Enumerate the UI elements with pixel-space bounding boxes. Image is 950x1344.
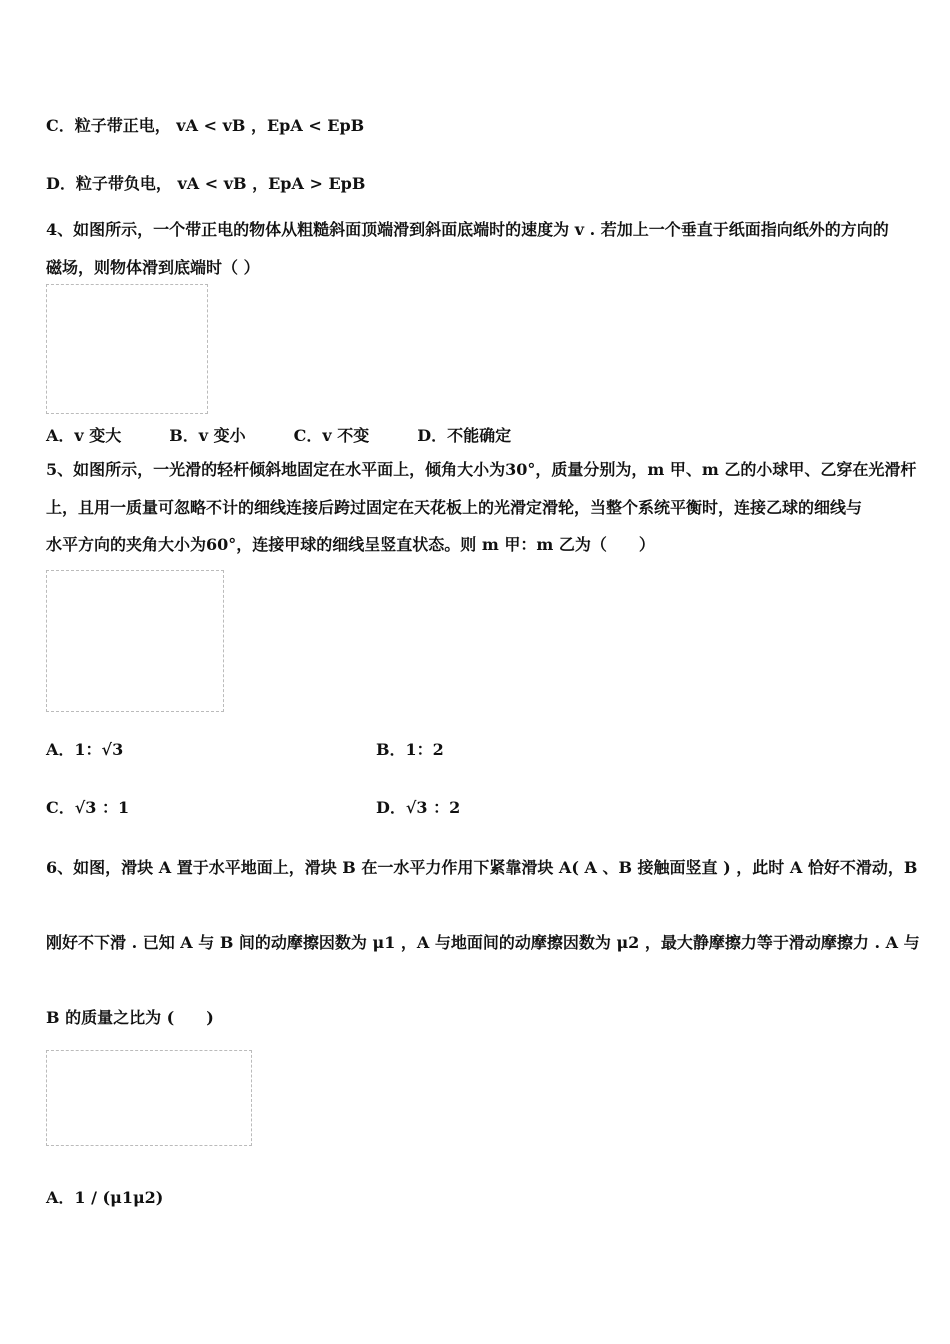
q6-line-1: 6、如图，滑块 A 置于水平地面上，滑块 B 在一水平力作用下紧靠滑块 A( A 、B 接触面竖直 ) ，此时 A 恰好不滑动，B xyxy=(46,858,918,877)
q5-option-c: C．√3 ：1 xyxy=(46,798,130,817)
incline-figure xyxy=(46,284,208,414)
q4-options: A．v 变大 B．v 变小 C．v 不变 D．不能确定 xyxy=(46,426,512,445)
q4-line-2: 磁场，则物体滑到底端时（ ） xyxy=(46,258,260,277)
q5-option-b: B．1：2 xyxy=(376,740,444,759)
q5-line-3: 水平方向的夹角大小为60°，连接甲球的细线呈竖直状态。则 m 甲：m 乙为（ ） xyxy=(46,535,655,554)
q6-line-3: B 的质量之比为 ( ) xyxy=(46,1008,214,1027)
blocks-figure xyxy=(46,1050,252,1146)
q5-option-d: D．√3 ：2 xyxy=(376,798,461,817)
q3-option-d: D．粒子带负电， vA < vB ，EpA > EpB xyxy=(46,174,366,193)
q3-option-c: C．粒子带正电， vA < vB ，EpA < EpB xyxy=(46,116,365,135)
q5-option-a: A．1：√3 xyxy=(46,740,124,759)
q6-option-a: A．1 / (μ1μ2) xyxy=(46,1188,164,1207)
q6-line-2: 刚好不下滑 . 已知 A 与 B 间的动摩擦因数为 μ1 ，A 与地面间的动摩擦因数为 μ2 ，最大静摩擦力等于滑动摩擦力 . A 与 xyxy=(46,933,920,952)
q4-line-1: 4、如图所示，一个带正电的物体从粗糙斜面顶端滑到斜面底端时的速度为 v . 若加上一个垂直于纸面指向纸外的方向的 xyxy=(46,220,889,239)
q5-line-1: 5、如图所示，一光滑的轻杆倾斜地固定在水平面上，倾角大小为30°，质量分别为，m 甲、m 乙的小球甲、乙穿在光滑杆 xyxy=(46,460,917,479)
pulley-figure xyxy=(46,570,224,712)
q5-line-2: 上，且用一质量可忽略不计的细线连接后跨过固定在天花板上的光滑定滑轮，当整个系统平衡时，连接乙球的细线与 xyxy=(46,498,863,517)
